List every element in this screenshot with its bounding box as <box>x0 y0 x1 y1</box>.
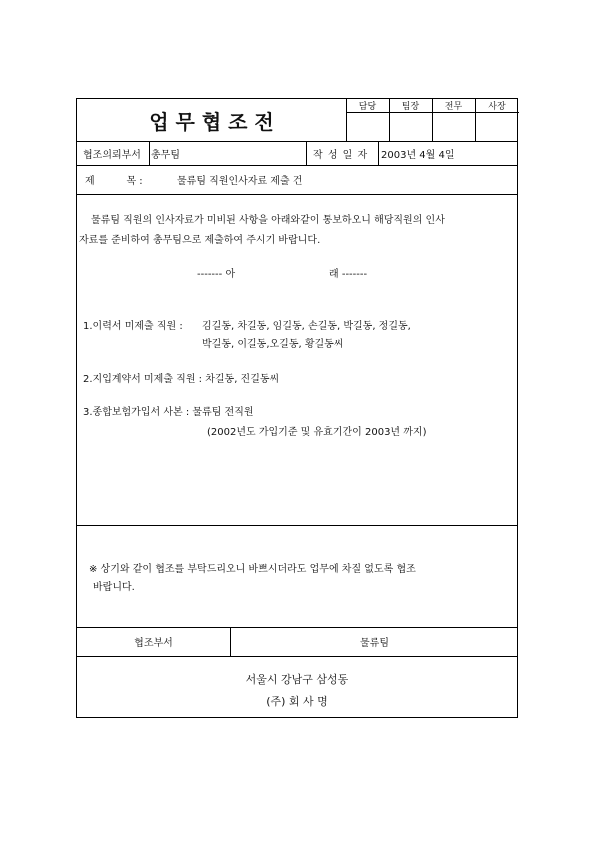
dept-label: 협조의뢰부서 <box>83 149 141 161</box>
divider <box>77 656 517 657</box>
signature-box-director[interactable] <box>433 113 475 141</box>
approval-label-team-leader: 팀장 <box>401 102 420 112</box>
dept-value: 총무팀 <box>151 149 180 161</box>
intro-line-1: 물류팀 직원의 인사자료가 미비된 사항을 아래와같이 통보하오니 해당직원의 인사 <box>91 215 445 226</box>
subject-value: 물류팀 직원인사자료 제출 건 <box>177 176 303 187</box>
cell-divider <box>378 141 379 165</box>
cell-divider <box>306 141 307 165</box>
below-heading-left: ------- 아 <box>197 269 236 280</box>
divider <box>77 194 517 195</box>
below-heading-right: 래 ------- <box>329 269 368 280</box>
intro-line-2: 자료를 준비하여 총무팀으로 제출하여 주시기 바랍니다. <box>79 235 321 246</box>
item-3: 3.종합보험가입서 사본 : 물류팀 전직원 <box>83 407 254 418</box>
approval-label-staff: 담당 <box>358 102 377 112</box>
item-1-line-2: 박길동, 이길동,오길동, 황길동씨 <box>202 339 344 350</box>
company-address: 서울시 강남구 삼성동 <box>245 673 349 686</box>
subject-label: 제 목 : <box>85 176 143 187</box>
date-value: 2003년 4월 4일 <box>381 149 455 161</box>
signature-box-staff[interactable] <box>347 113 389 141</box>
divider <box>77 525 517 526</box>
closing-note-line-2: 바랍니다. <box>93 582 135 593</box>
signature-box-team-leader[interactable] <box>390 113 432 141</box>
approval-label-president: 사장 <box>488 102 506 112</box>
item-1-line-1: 김길동, 차길동, 임길동, 손길동, 박길동, 정길동, <box>202 321 411 332</box>
date-label: 작 성 일 자 <box>313 149 369 161</box>
closing-note-line-1: ※ 상기와 같이 협조를 부탁드리오니 바쁘시더라도 업무에 차질 없도록 협조 <box>89 564 416 575</box>
coop-dept-value: 물류팀 <box>360 638 389 649</box>
coop-dept-label: 협조부서 <box>134 638 173 649</box>
item-3-note: (2002년도 가입기준 및 유효기간이 2003년 까지) <box>207 427 427 438</box>
approval-label-director: 전무 <box>444 102 463 112</box>
document-title: 업 무 협 조 전 <box>149 109 274 134</box>
item-1-label: 1.이력서 미제출 직원 : <box>83 321 183 332</box>
signature-box-president[interactable] <box>476 113 518 141</box>
cell-divider <box>149 141 150 165</box>
item-2: 2.지입계약서 미제출 직원 : 차길동, 진길동씨 <box>83 374 280 385</box>
business-cooperation-form <box>76 98 518 718</box>
company-name: (주) 회 사 명 <box>266 695 328 708</box>
